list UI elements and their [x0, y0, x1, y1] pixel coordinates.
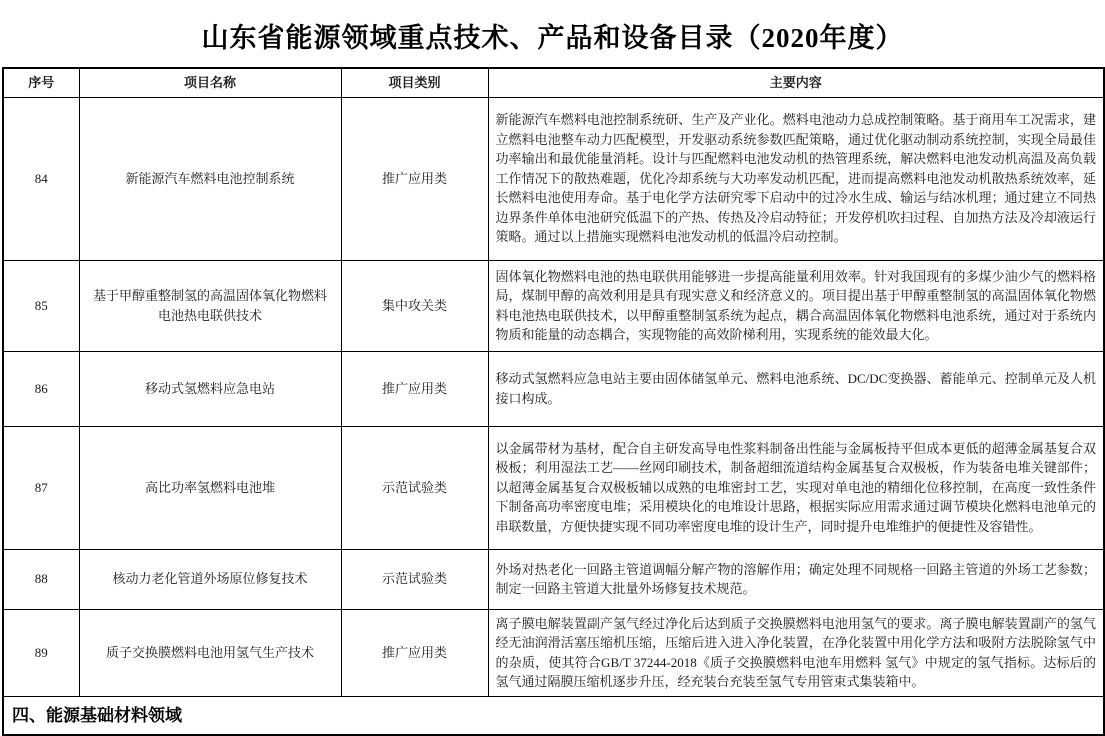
project-category: 示范试验类: [341, 426, 488, 549]
project-name: 基于甲醇重整制氢的高温固体氧化物燃料电池热电联供技术: [79, 260, 341, 351]
project-content: 以金属带材为基材，配合自主研发高导电性浆料制备出性能与金属板持平但成本更低的超薄金属基复合双极板；利用湿法工艺——丝网印刷技术，制备超细流道结构金属基复合双极板，作为装备电堆关键部件；以超薄金属基复合双极板辅以成熟的电堆密封工艺，实现对单电池的精细化位移控制，在高度一致性条件下制备高功率密度电堆；采用模块化的电堆设计思路，根据实际应用需求通过调节模块化燃料电池单元的串联数量，方便快捷实现不同功率密度电堆的设计生产，同时提升电堆维护的便捷性及容错性。: [488, 426, 1104, 549]
row-number: 84: [3, 97, 79, 260]
catalog-table: [2, 67, 1105, 736]
table-row: [3, 609, 1104, 696]
project-category: 示范试验类: [341, 549, 488, 609]
project-name: 质子交换膜燃料电池用氢气生产技术: [79, 609, 341, 696]
project-category: 推广应用类: [341, 351, 488, 426]
section-footer-title: 四、能源基础材料领域: [3, 696, 1104, 735]
section-footer-row: [3, 696, 1104, 735]
project-name: 新能源汽车燃料电池控制系统: [79, 97, 341, 260]
document-title: 山东省能源领域重点技术、产品和设备目录（2020年度）: [201, 23, 904, 53]
project-name: 高比功率氢燃料电池堆: [79, 426, 341, 549]
header-content: 主要内容: [488, 68, 1104, 97]
table-row: [3, 549, 1104, 609]
table-row: [3, 97, 1104, 260]
project-name: 核动力老化管道外场原位修复技术: [79, 549, 341, 609]
row-number: 85: [3, 260, 79, 351]
project-category: 集中攻关类: [341, 260, 488, 351]
project-content: 外场对热老化一回路主管道调幅分解产物的溶解作用；确定处理不同规格一回路主管道的外场工艺参数；制定一回路主管道大批量外场修复技术规范。: [488, 549, 1104, 609]
row-number: 89: [3, 609, 79, 696]
table-header-row: [3, 68, 1104, 97]
project-category: 推广应用类: [341, 97, 488, 260]
project-category: 推广应用类: [341, 609, 488, 696]
table-row: [3, 351, 1104, 426]
project-content: 离子膜电解装置副产氢气经过净化后达到质子交换膜燃料电池用氢气的要求。离子膜电解装置副产的氢气经无油润滑活塞压缩机压缩，压缩后进入进入净化装置，在净化装置中用化学方法和吸附方法脱除氢气中的杂质，使其符合GB/T 37244-2018《质子交换膜燃料电池车用燃料 氢气》中规定的氢气指标。达标后的氢气通过隔膜压缩机逐步升压，经充装台充装至氢气专用管束式集装箱中。: [488, 609, 1104, 696]
project-name: 移动式氢燃料应急电站: [79, 351, 341, 426]
header-category: 项目类别: [341, 68, 488, 97]
header-name: 项目名称: [79, 68, 341, 97]
table-row: [3, 260, 1104, 351]
table-row: [3, 426, 1104, 549]
project-content: 固体氧化物燃料电池的热电联供用能够进一步提高能量利用效率。针对我国现有的多煤少油少气的燃料格局，煤制甲醇的高效利用是具有现实意义和经济意义的。项目提出基于甲醇重整制氢的高温固体氧化物燃料电池热电联供技术，以甲醇重整制氢系统为起点，耦合高温固体氧化物燃料电池系统，通过对于系统内物质和能量的动态耦合，实现物能的高效阶梯利用，实现系统的能效最大化。: [488, 260, 1104, 351]
project-content: 新能源汽车燃料电池控制系统研、生产及产业化。燃料电池动力总成控制策略。基于商用车工况需求，建立燃料电池整车动力匹配模型，开发驱动系统参数匹配策略，通过优化驱动制动系统控制，实现全局最佳功率输出和最优能量消耗。设计与匹配燃料电池发动机的热管理系统，解决燃料电池发动机高温及高负载工作情况下的散热难题，优化冷却系统与大功率发动机匹配，进而提高燃料电池发动机散热系统效率，延长燃料电池使用寿命。基于电化学方法研究零下启动中的过冷水生成、输运与结冰机理；通过建立不同热边界条件单体电池研究低温下的产热、传热及冷启动特征；开发停机吹扫过程、自加热方法及冷却液运行策略。通过以上措施实现燃料电池发动机的低温冷启动控制。: [488, 97, 1104, 260]
row-number: 88: [3, 549, 79, 609]
project-content: 移动式氢燃料应急电站主要由固体储氢单元、燃料电池系统、DC/DC变换器、蓄能单元、控制单元及人机接口构成。: [488, 351, 1104, 426]
header-no: 序号: [3, 68, 79, 97]
row-number: 87: [3, 426, 79, 549]
row-number: 86: [3, 351, 79, 426]
